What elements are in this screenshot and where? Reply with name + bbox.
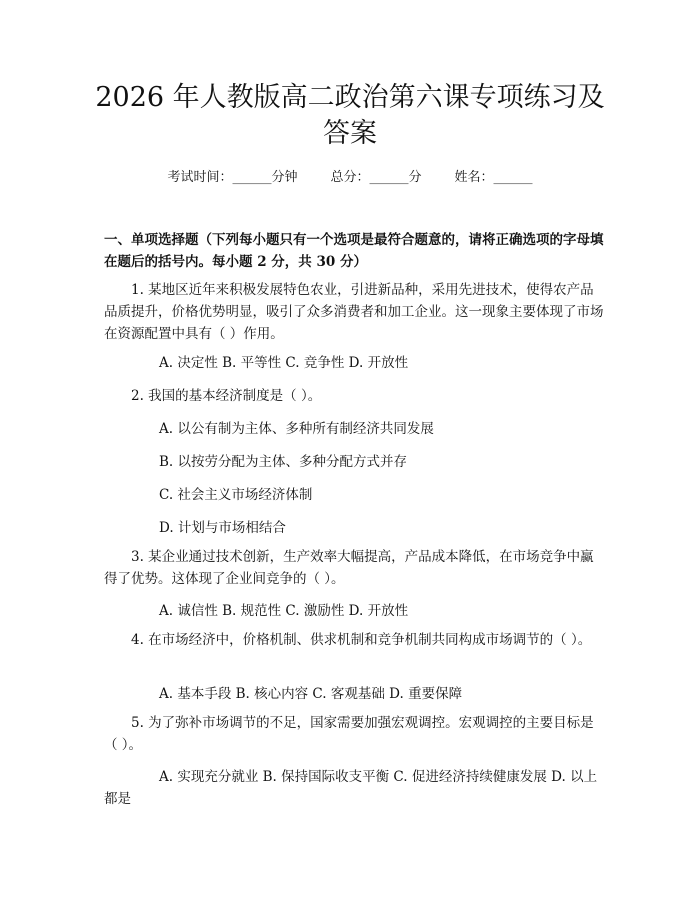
question-2-option-a: A. 以公有制为主体、多种所有制经济共同发展 — [159, 421, 434, 437]
question-4-options: A. 基本手段 B. 核心内容 C. 客观基础 D. 重要保障 — [159, 686, 463, 702]
question-3-options: A. 诚信性 B. 规范性 C. 激励性 D. 开放性 — [159, 603, 409, 619]
exam-info-line: 考试时间：______分钟 总分：______分 姓名：______ — [167, 170, 533, 185]
document-title: 2026 年人教版高二政治第六课专项练习及答案 — [95, 82, 605, 149]
question-5-stem: 5. 为了弥补市场调节的不足，国家需要加强宏观调控。宏观调控的主要目标是（ ）。 — [104, 715, 594, 753]
question-2-option-d: D. 计划与市场相结合 — [159, 520, 286, 536]
section-heading: 一、单项选择题（下列每小题只有一个选项是最符合题意的，请将正确选项的字母填在题后的括号内。每小题 2 分，共 30 分） — [104, 232, 604, 270]
question-4-stem: 4. 在市场经济中，价格机制、供求机制和竞争机制共同构成市场调节的（ ）。 — [131, 632, 592, 648]
question-2-option-c: C. 社会主义市场经济体制 — [159, 487, 313, 503]
question-1-stem: 1. 某地区近年来积极发展特色农业，引进新品种，采用先进技术，使得农产品品质提升，价格优势明显，吸引了众多消费者和加工企业。这一现象主要体现了市场在资源配置中具有（ ）作用。 — [104, 282, 604, 342]
question-3-stem: 3. 某企业通过技术创新，生产效率大幅提高，产品成本降低，在市场竞争中赢得了优势。这体现了企业间竞争的（ ）。 — [104, 549, 594, 587]
question-1-options: A. 决定性 B. 平等性 C. 竞争性 D. 开放性 — [159, 355, 409, 371]
question-5-options: A. 实现充分就业 B. 保持国际收支平衡 C. 促进经济持续健康发展 D. 以上都是 — [104, 769, 598, 807]
question-2-stem: 2. 我国的基本经济制度是（ ）。 — [131, 388, 322, 404]
question-2-option-b: B. 以按劳分配为主体、多种分配方式并存 — [159, 454, 408, 470]
